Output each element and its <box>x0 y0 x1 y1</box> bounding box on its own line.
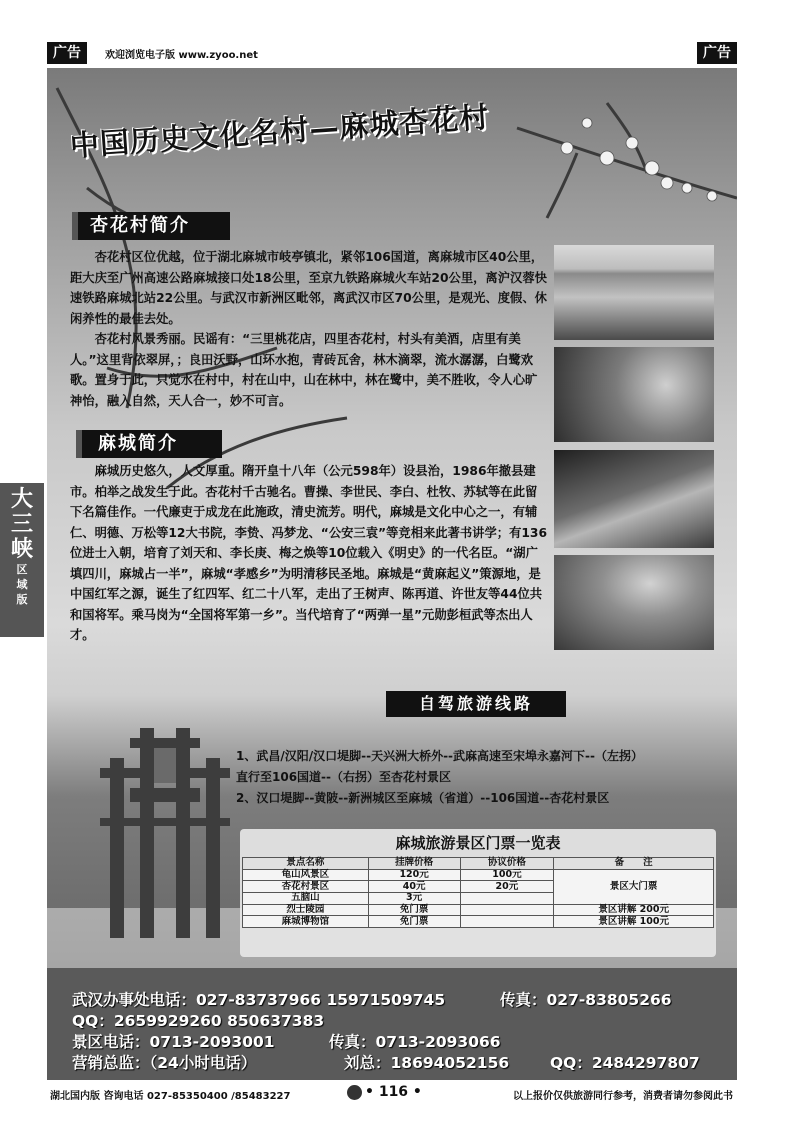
cell-name: 烈士陵园 <box>243 904 369 916</box>
cell-agreed-price <box>460 904 554 916</box>
col-header-agreed-price: 协议价格 <box>460 858 554 870</box>
table-header-row <box>243 858 714 870</box>
intro-text <box>70 247 548 411</box>
table-row <box>243 904 714 916</box>
ticket-price-table <box>242 857 714 928</box>
page-number <box>347 1084 422 1100</box>
manager-liu-phone: 刘总：18694052156 <box>344 1054 510 1072</box>
page-header <box>47 42 737 64</box>
col-header-list-price: 挂牌价格 <box>368 858 460 870</box>
side-tab-sub2: 域 <box>16 578 28 591</box>
ad-tag-left: 广告 <box>47 42 87 64</box>
cell-agreed-price: 20元 <box>460 881 554 893</box>
table-row <box>243 869 714 881</box>
route-list <box>236 746 736 809</box>
intro-heading: 杏花村简介 <box>72 212 230 240</box>
cell-note: 景区讲解 100元 <box>554 916 714 928</box>
side-tab-title: 大三峡 <box>10 487 33 562</box>
cell-agreed-price <box>460 893 554 905</box>
macheng-paragraph: 麻城历史悠久，人文厚重。隋开皇十八年（公元598年）设县治，1986年撤县建市。柏举之战发生于此。杏花村千古驰名。曹操、李世民、李白、杜牧、苏轼等在此留下名篇佳作。一代廉吏于成龙在此施政，清史流芳。明代，麻城是文化中心之一，有辅仁、明德、万松等12大书院，李贽、冯梦龙、“公安三袁”等竞相来此著书讲学；有136位进士入朝，培育了刘天和、李长庚、梅之焕等10位载入《明史》的一代名臣。“湖广填四川，麻城占一半”，麻城“孝感乡”为明清移民圣地。麻城是“黄麻起义”策源地，是中国红军之源，诞生了红四军、红二十八军，走出了王树声、陈再道、许世友等44位共和国将军。乘马岗为“全国将军第一乡”。当代培育了“两弹一星”元勋彭桓武等杰出人才。 <box>70 464 548 642</box>
side-tab-sub1: 区 <box>16 563 28 576</box>
garden-photo <box>554 347 714 442</box>
qq-numbers: QQ：2659929260 850637383 <box>72 1012 325 1030</box>
intro-paragraph-1: 杏花村区位优越，位于湖北麻城市岐亭镇北，紧邻106国道，离麻城市区40公里，距大庆至广州高速公路麻城接口处18公里，至京九铁路麻城火车站20公里，离沪汉蓉快速铁路麻城北站22公里。与武汉市新洲区毗邻，离武汉市区70公里，是观光、度假、休闲养性的最佳去处。 <box>70 250 547 326</box>
col-header-name: 景点名称 <box>243 858 369 870</box>
marketing-director: 营销总监：（24小时电话） <box>72 1054 257 1072</box>
lake-photo <box>554 245 714 340</box>
wuhan-office-fax: 传真：027-83805266 <box>500 991 672 1009</box>
scenic-area-fax: 传真：0713-2093066 <box>329 1033 501 1051</box>
route-line-2: 直行至106国道--（右拐）至杏花村景区 <box>236 770 452 784</box>
main-title: 中国历史文化名村—麻城杏花村 <box>68 99 491 163</box>
village-tree-photo <box>554 555 714 650</box>
cell-name: 龟山风景区 <box>243 869 369 881</box>
ad-tag-right: 广告 <box>697 42 737 64</box>
cell-list-price: 免门票 <box>368 904 460 916</box>
route-line-3: 2、汉口堤脚--黄陂--新洲城区至麻城（省道）--106国道--杏花村景区 <box>236 791 610 805</box>
page-footer <box>47 1082 737 1104</box>
table-row <box>243 916 714 928</box>
page-number-text: • 116 • <box>365 1084 422 1100</box>
qq-number-2: QQ：2484297807 <box>550 1054 700 1072</box>
scenic-area-phone: 景区电话：0713-2093001 <box>72 1033 275 1051</box>
wuhan-office-phone: 武汉办事处电话：027-83737966 15971509745 <box>72 991 446 1009</box>
cell-name: 杏花村景区 <box>243 881 369 893</box>
cell-list-price: 3元 <box>368 893 460 905</box>
cell-list-price: 免门票 <box>368 916 460 928</box>
cell-agreed-price: 100元 <box>460 869 554 881</box>
side-region-tab <box>0 483 44 637</box>
macheng-heading: 麻城简介 <box>76 430 222 458</box>
macheng-text <box>70 461 548 646</box>
cell-name: 麻城博物馆 <box>243 916 369 928</box>
route-line-1: 1、武昌/汉阳/汉口堤脚--天兴洲大桥外--武麻高速至宋埠永嘉河下--（左拐） <box>236 749 644 763</box>
ticket-table-title: 麻城旅游景区门票一览表 <box>395 834 561 852</box>
memorial-archway-illustration <box>100 698 230 938</box>
contact-block <box>72 990 732 1074</box>
tree-avenue-photo <box>554 450 714 548</box>
cell-list-price: 40元 <box>368 881 460 893</box>
page-badge-icon <box>347 1085 362 1100</box>
footer-left-text: 湖北国内版 咨询电话 027-85350400 /85483227 <box>50 1091 291 1102</box>
cell-note: 景区大门票 <box>554 869 714 904</box>
side-tab-sub3: 版 <box>16 593 28 606</box>
cell-agreed-price <box>460 916 554 928</box>
cell-name: 五脑山 <box>243 893 369 905</box>
header-url-text: 欢迎浏览电子版 www.zyoo.net <box>105 50 258 61</box>
cell-note: 景区讲解 200元 <box>554 904 714 916</box>
footer-right-text: 以上报价仅供旅游同行参考，消费者请勿参阅此书 <box>513 1091 733 1102</box>
col-header-note: 备 注 <box>554 858 714 870</box>
route-heading: 自驾旅游线路 <box>386 691 566 717</box>
ticket-price-table-panel <box>240 829 716 957</box>
cell-list-price: 120元 <box>368 869 460 881</box>
intro-paragraph-2: 杏花村风景秀丽。民谣有：“三里桃花店，四里杏花村，村头有美酒，店里有美人。”这里背依翠屏，；良田沃野，山环水抱，青砖瓦舍，林木滴翠，流水潺潺，白鹭欢歌。置身于此，只觉水在村中，村在山中，山在林中，林在鹭中，美不胜收，令人心旷神怡，融入自然，天人合一，妙不可言。 <box>70 332 538 408</box>
